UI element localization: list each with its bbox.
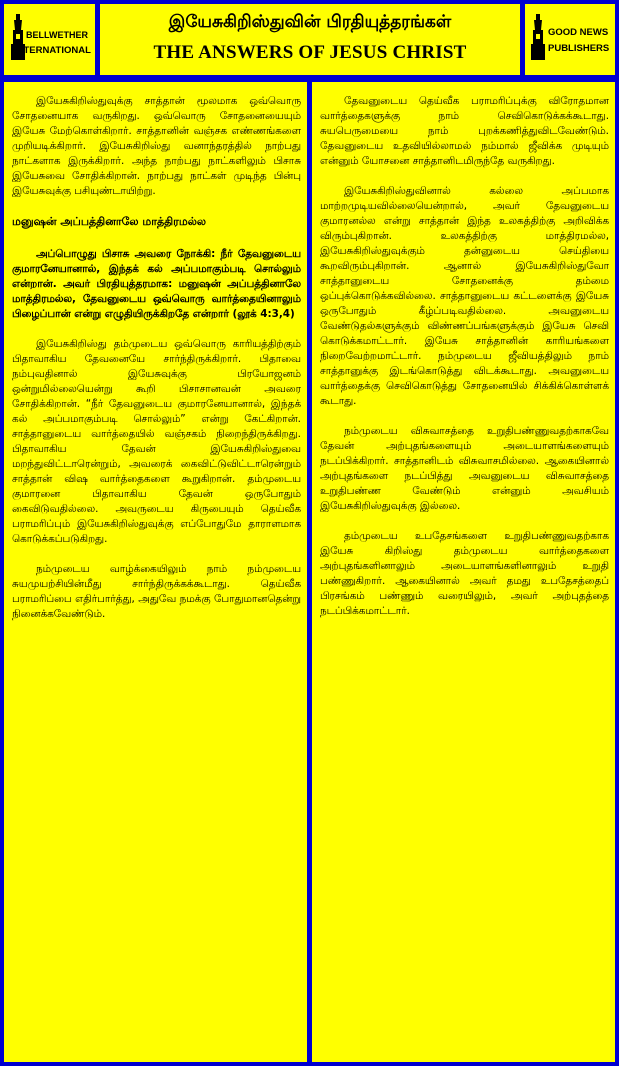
- paragraph: இயேசுகிறிஸ்துவினால் கல்லை அப்பமாக மாற்றமுடியவில்லையென்றால், அவர் தேவனுடைய குமாரனல்ல என்று சாத்தான் இந்த உலகத்திற்கு அறிவிக்க விரும்புகிறான். உலகத்திற்கு மாத்திரமல்ல, இயேசுகிறிஸ்துவுக்கும் தன்னுடைய செய்தியை கூறவிரும்புகிறான். ஆனால் இயேசுகிறிஸ்துவோ சாத்தானுடைய சோதனைக்கு தம்மை ஒப்புக்கொடுக்கவில்லை. சாத்தானுடைய கட்டளைக்கு இயேசு ஒருபோதும் கீழ்ப்படிவதில்லை. அவனுடைய வேண்டுதல்களுக்கும் விண்ணப்பங்களுக்கும் இயேசு செவி கொடுக்கமாட்டார். இயேசு சாத்தானின் காரியங்களை நிறைவேற்றமாட்டார். நம்முடைய ஜீவியத்திலும் நாம் சாத்தானுக்கு இடங்கொடுத்து விடக்கூடாது. அவனுடைய வார்த்தைக்கு செவிகொடுத்து சோதனையில் சிக்கிக்கொள்ளக் கூடாது.: [320, 185, 609, 407]
- paragraph: நம்முடைய விசுவாசத்தை உறுதிபண்ணுவதற்காகவே தேவன் அற்புதங்களையும் அடையாளங்களையும் நடப்பிக்கிறார். சாத்தானிடம் விசுவாசமில்லை. ஆகையினால் அற்புதங்களை நடப்பித்து அவனுடைய விசுவாசத்தை உறுதிபண்ண வேண்டும் என்னும் அவசியம் இயேசுகிறிஸ்துவுக்கு இல்லை.: [320, 425, 609, 512]
- logo-right-line1: GOOD NEWS: [548, 27, 609, 38]
- paragraph: தேவனுடைய தெய்வீக பராமரிப்புக்கு விரோதமான வார்த்தைகளுக்கு நாம் செவிகொடுக்கக்கூடாது. சுயபெருமையை நாம் புறக்கணித்துவிடவேண்டும். தேவனுடைய உதவியில்லாமல் நம்மால் ஜீவிக்க முடியும் என்னும் யோசனை சாத்தானிடமிருந்தே வருகிறது.: [320, 95, 609, 167]
- tamil-title: இயேசுகிறிஸ்துவின் பிரதியுத்தரங்கள்: [168, 12, 452, 32]
- english-title: THE ANSWERS OF JESUS CHRIST: [153, 42, 467, 63]
- logo-right-line2: PUBLISHERS: [548, 43, 610, 54]
- good-news-logo: [525, 4, 615, 75]
- paragraph: இயேசுகிறிஸ்து தம்முடைய ஒவ்வொரு காரியத்திற்கும் பிதாவாகிய தேவனையே சார்ந்திருக்கிறார். பிதாவை நம்புவதினால் இயேசுவுக்கு பிரயோஜனம் ஒன்றுமில்லையென்று கூறி பிசாசானவன் அவரை சோதிக்கிறான். “நீர் தேவனுடைய குமாரனேயானால், இந்தக் கல் அப்பமாகும்படி சொல்லும்” என்று கேட்கிறான். சாத்தானுடைய வார்த்தையில் வஞ்சகம் நிறைந்திருக்கிறது. பிதாவாகிய தேவன் இயேசுகிறிஸ்துவை மறந்துவிட்டாரென்றும், அவரைக் கைவிட்டுவிட்டாரென்றும் சாத்தான் விஷ வார்த்தைகளை கூறுகிறான். தம்முடைய குமாரனை பிதாவாகிய தேவன் ஒருபோதும் கைவிடுவதில்லை. அவருடைய கிருபையும் தெய்வீக பராமரிப்பும் இயேசுகிறிஸ்துவுக்கு எப்போதுமே தாராளமாக கொடுக்கப்படுகிறது.: [12, 338, 301, 545]
- right-column: [312, 82, 615, 1062]
- page-header: [100, 4, 520, 75]
- scripture-quote: அப்பொழுது பிசாசு அவரை நோக்கி: நீர் தேவனுடைய குமாரனேயானால், இந்தக் கல் அப்பமாகும்படி சொல்லும் என்றான். அவர் பிரதியுத்தரமாக: மனுஷன் அப்பத்தினாலே மாத்திரமல்ல, தேவனுடைய ஒவ்வொரு வார்த்தையினாலும் பிழைப்பான் என்று எழுதியிருக்கிறதே என்றார் (லூக் 4:3,4): [12, 248, 301, 320]
- left-column: [4, 82, 307, 1062]
- bellwether-logo: [4, 4, 95, 75]
- bell-tower-icon: [531, 14, 545, 60]
- paragraph: நம்முடைய வாழ்க்கையிலும் நாம் நம்முடைய சுயமுயற்சியின்மீது சார்ந்திருக்கக்கூடாது. தெய்வீக பராமரிப்பை எதிர்பார்த்து, அதுவே நமக்கு போதுமானதென்று நினைக்கவேண்டும்.: [12, 563, 301, 620]
- paragraph: இயேசுகிறிஸ்துவுக்கு சாத்தான் மூலமாக ஒவ்வொரு சோதனையாக வருகிறது. ஒவ்வொரு சோதனையையும் இயேசு மேற்கொள்கிறார். சாத்தானின் வஞ்சக எண்ணங்களை முறியடிக்கிறார். இயேசுகிறிஸ்து வனாந்தரத்தில் நாற்பது நாட்களாக இருக்கிறார். அந்த நாற்பது நாட்களிலும் பிசாசு இயேசுவை சோதிக்கிறான். நாற்பது நாட்கள் முடிந்த பின்பு இயேசுவுக்கு பசியுண்டாயிற்று.: [12, 95, 301, 197]
- section-heading: மனுஷன் அப்பத்தினாலே மாத்திரமல்ல: [12, 215, 206, 228]
- paragraph: தம்முடைய உபதேசங்களை உறுதிபண்ணுவதற்காக இயேசு கிறிஸ்து தம்முடைய வார்த்தைகளை அற்புதங்களினாலும் அடையாளங்களினாலும் உறுதி பண்ணுகிறார். ஆகையினால் அவர் தமது உபதேசத்தைப் பிரசங்கம் பண்ணும் வரையிலும், அவர் அற்புதத்தை நடப்பிக்கமாட்டார்.: [320, 530, 609, 617]
- logo-left-line1: BELLWETHER: [26, 30, 88, 40]
- logo-left-line2: INTERNATIONAL: [14, 45, 91, 56]
